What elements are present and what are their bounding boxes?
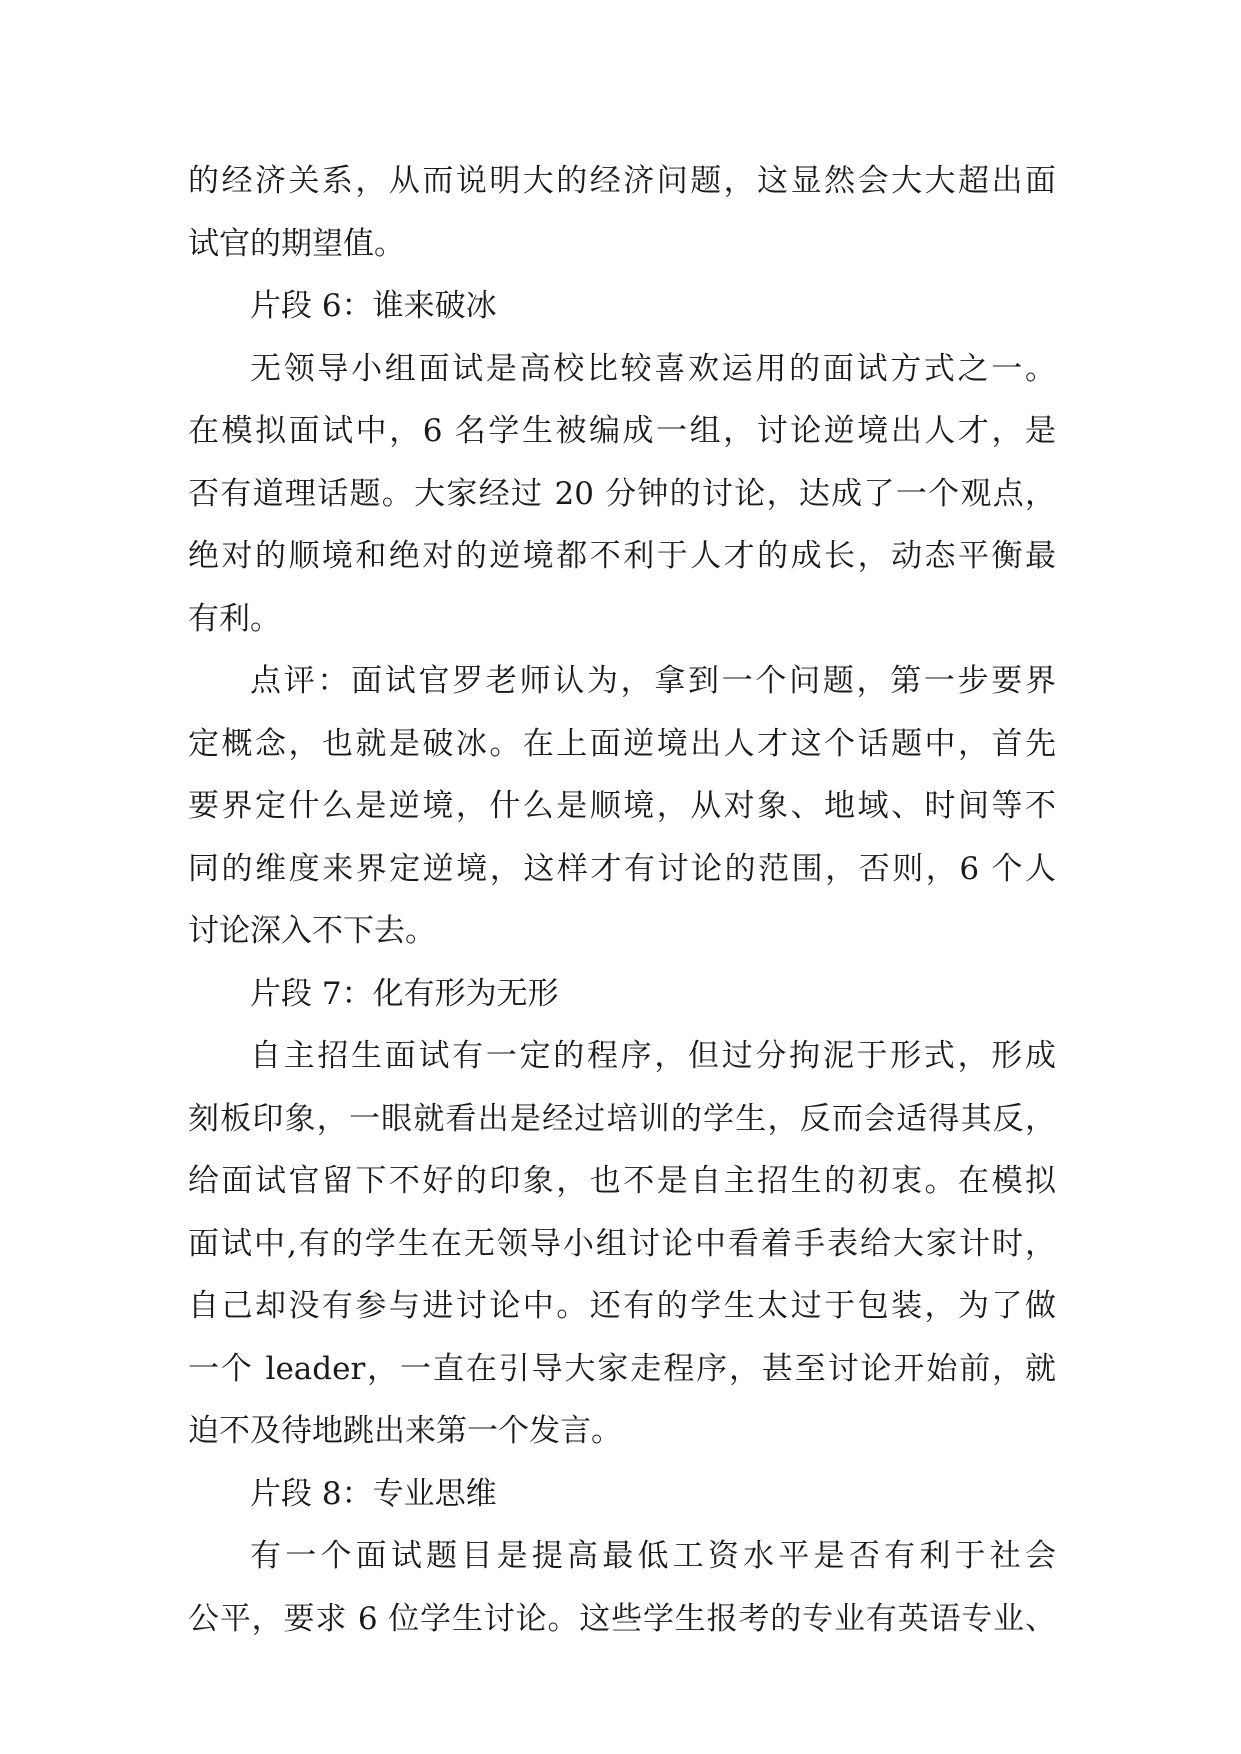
text-line: 一个 leader，一直在引导大家走程序，甚至讨论开始前，就 — [188, 1350, 1056, 1387]
text-line: 在模拟面试中，6 名学生被编成一组，讨论逆境出人才，是 — [188, 413, 1056, 449]
text-line: 自主招生面试有一定的程序，但过分拘泥于形式，形成 — [250, 1038, 1056, 1074]
text-line: 有一个面试题目是提高最低工资水平是否有利于社会 — [250, 1538, 1056, 1574]
text-line: 同的维度来界定逆境，这样才有讨论的范围，否则，6 个人 — [188, 850, 1056, 887]
text-line: 定概念，也就是破冰。在上面逆境出人才这个话题中，首先 — [188, 725, 1056, 762]
text-line: 绝对的顺境和绝对的逆境都不利于人才的成长，动态平衡最 — [188, 538, 1056, 574]
section-heading: 片段 8：专业思维 — [250, 1475, 497, 1512]
text-line: 的经济关系，从而说明大的经济问题，这显然会大大超出面 — [188, 163, 1056, 199]
section-heading: 片段 6：谁来破冰 — [250, 288, 497, 324]
text-line: 公平，要求 6 位学生讨论。这些学生报考的专业有英语专业、 — [188, 1600, 1056, 1637]
text-line: 刻板印象，一眼就看出是经过培训的学生，反而会适得其反， — [188, 1100, 1056, 1137]
text-line: 要界定什么是逆境，什么是顺境，从对象、地域、时间等不 — [188, 788, 1056, 824]
text-line: 试官的期望值。 — [188, 225, 405, 262]
text-line: 迫不及待地跳出来第一个发言。 — [188, 1413, 622, 1449]
text-line: 自己却没有参与进讨论中。还有的学生太过于包装，为了做 — [188, 1288, 1056, 1324]
text-line: 讨论深入不下去。 — [188, 913, 436, 949]
text-line: 无领导小组面试是高校比较喜欢运用的面试方式之一。 — [250, 350, 1056, 387]
document-body — [188, 150, 1056, 1650]
text-line: 有利。 — [188, 600, 281, 637]
text-line: 给面试官留下不好的印象，也不是自主招生的初衷。在模拟 — [188, 1163, 1056, 1199]
section-heading: 片段 7：化有形为无形 — [250, 975, 559, 1012]
text-line: 否有道理话题。大家经过 20 分钟的讨论，达成了一个观点， — [188, 475, 1056, 512]
text-line: 点评：面试官罗老师认为，拿到一个问题，第一步要界 — [250, 663, 1056, 699]
text-line: 面试中,有的学生在无领导小组讨论中看着手表给大家计时， — [188, 1225, 1056, 1262]
